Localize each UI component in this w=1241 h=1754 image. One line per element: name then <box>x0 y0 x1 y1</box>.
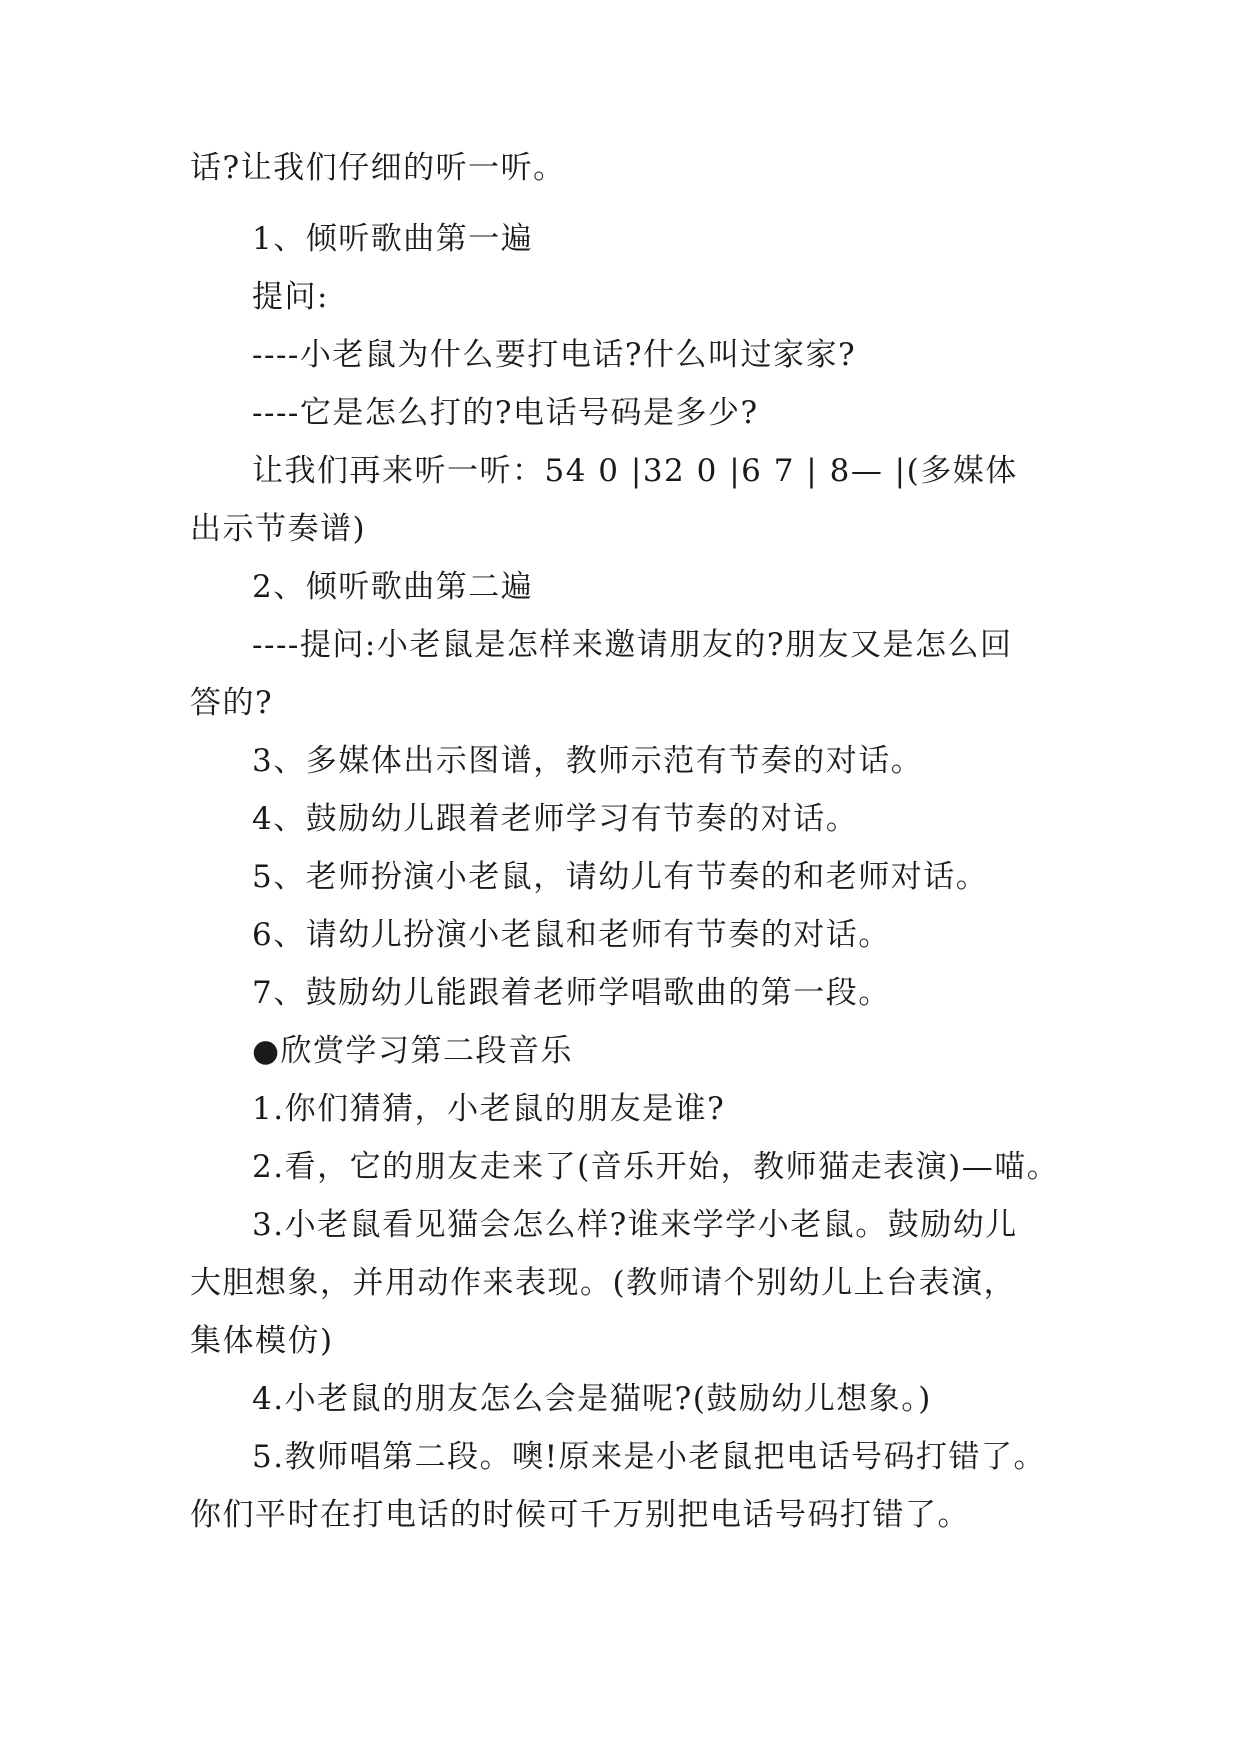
text-line: 2.看，它的朋友走来了(音乐开始，教师猫走表演)—喵。 <box>252 1149 1060 1185</box>
text-line: 3、多媒体出示图谱，教师示范有节奏的对话。 <box>252 743 924 779</box>
text-line: 2、倾听歌曲第二遍 <box>252 569 534 605</box>
text-line: 7、鼓励幼儿能跟着老师学唱歌曲的第一段。 <box>252 975 891 1011</box>
text-line: 大胆想象，并用动作来表现。(教师请个别幼儿上台表演， <box>190 1265 1017 1301</box>
text-line: 3.小老鼠看见猫会怎么样?谁来学学小老鼠。鼓励幼儿 <box>252 1207 1018 1243</box>
text-line: 4、鼓励幼儿跟着老师学习有节奏的对话。 <box>252 801 859 837</box>
text-line: ●欣赏学习第二段音乐 <box>252 1033 574 1069</box>
text-line: 提问: <box>252 279 329 315</box>
text-line: ----它是怎么打的?电话号码是多少? <box>252 395 759 431</box>
text-line: 1.你们猜猜，小老鼠的朋友是谁? <box>252 1091 726 1127</box>
text-line: 集体模仿) <box>190 1323 334 1359</box>
text-line: 答的? <box>190 685 274 721</box>
text-line: 5、老师扮演小老鼠，请幼儿有节奏的和老师对话。 <box>252 859 989 895</box>
text-line: 5.教师唱第二段。噢!原来是小老鼠把电话号码打错了。 <box>252 1439 1047 1475</box>
text-line: ----提问:小老鼠是怎样来邀请朋友的?朋友又是怎么回 <box>252 627 1013 663</box>
text-line: 1、倾听歌曲第一遍 <box>252 221 534 257</box>
text-line: 你们平时在打电话的时候可千万别把电话号码打错了。 <box>190 1497 970 1533</box>
text-line: 让我们再来听一听：54 0 |32 0 |6 7 | 8— |(多媒体 <box>252 453 1018 489</box>
text-line: 出示节奏谱) <box>190 511 367 547</box>
text-line: 6、请幼儿扮演小老鼠和老师有节奏的对话。 <box>252 917 891 953</box>
text-line: 话?让我们仔细的听一听。 <box>190 150 566 186</box>
text-line: ----小老鼠为什么要打电话?什么叫过家家? <box>252 337 857 373</box>
text-line: 4.小老鼠的朋友怎么会是猫呢?(鼓励幼儿想象。) <box>252 1381 932 1417</box>
